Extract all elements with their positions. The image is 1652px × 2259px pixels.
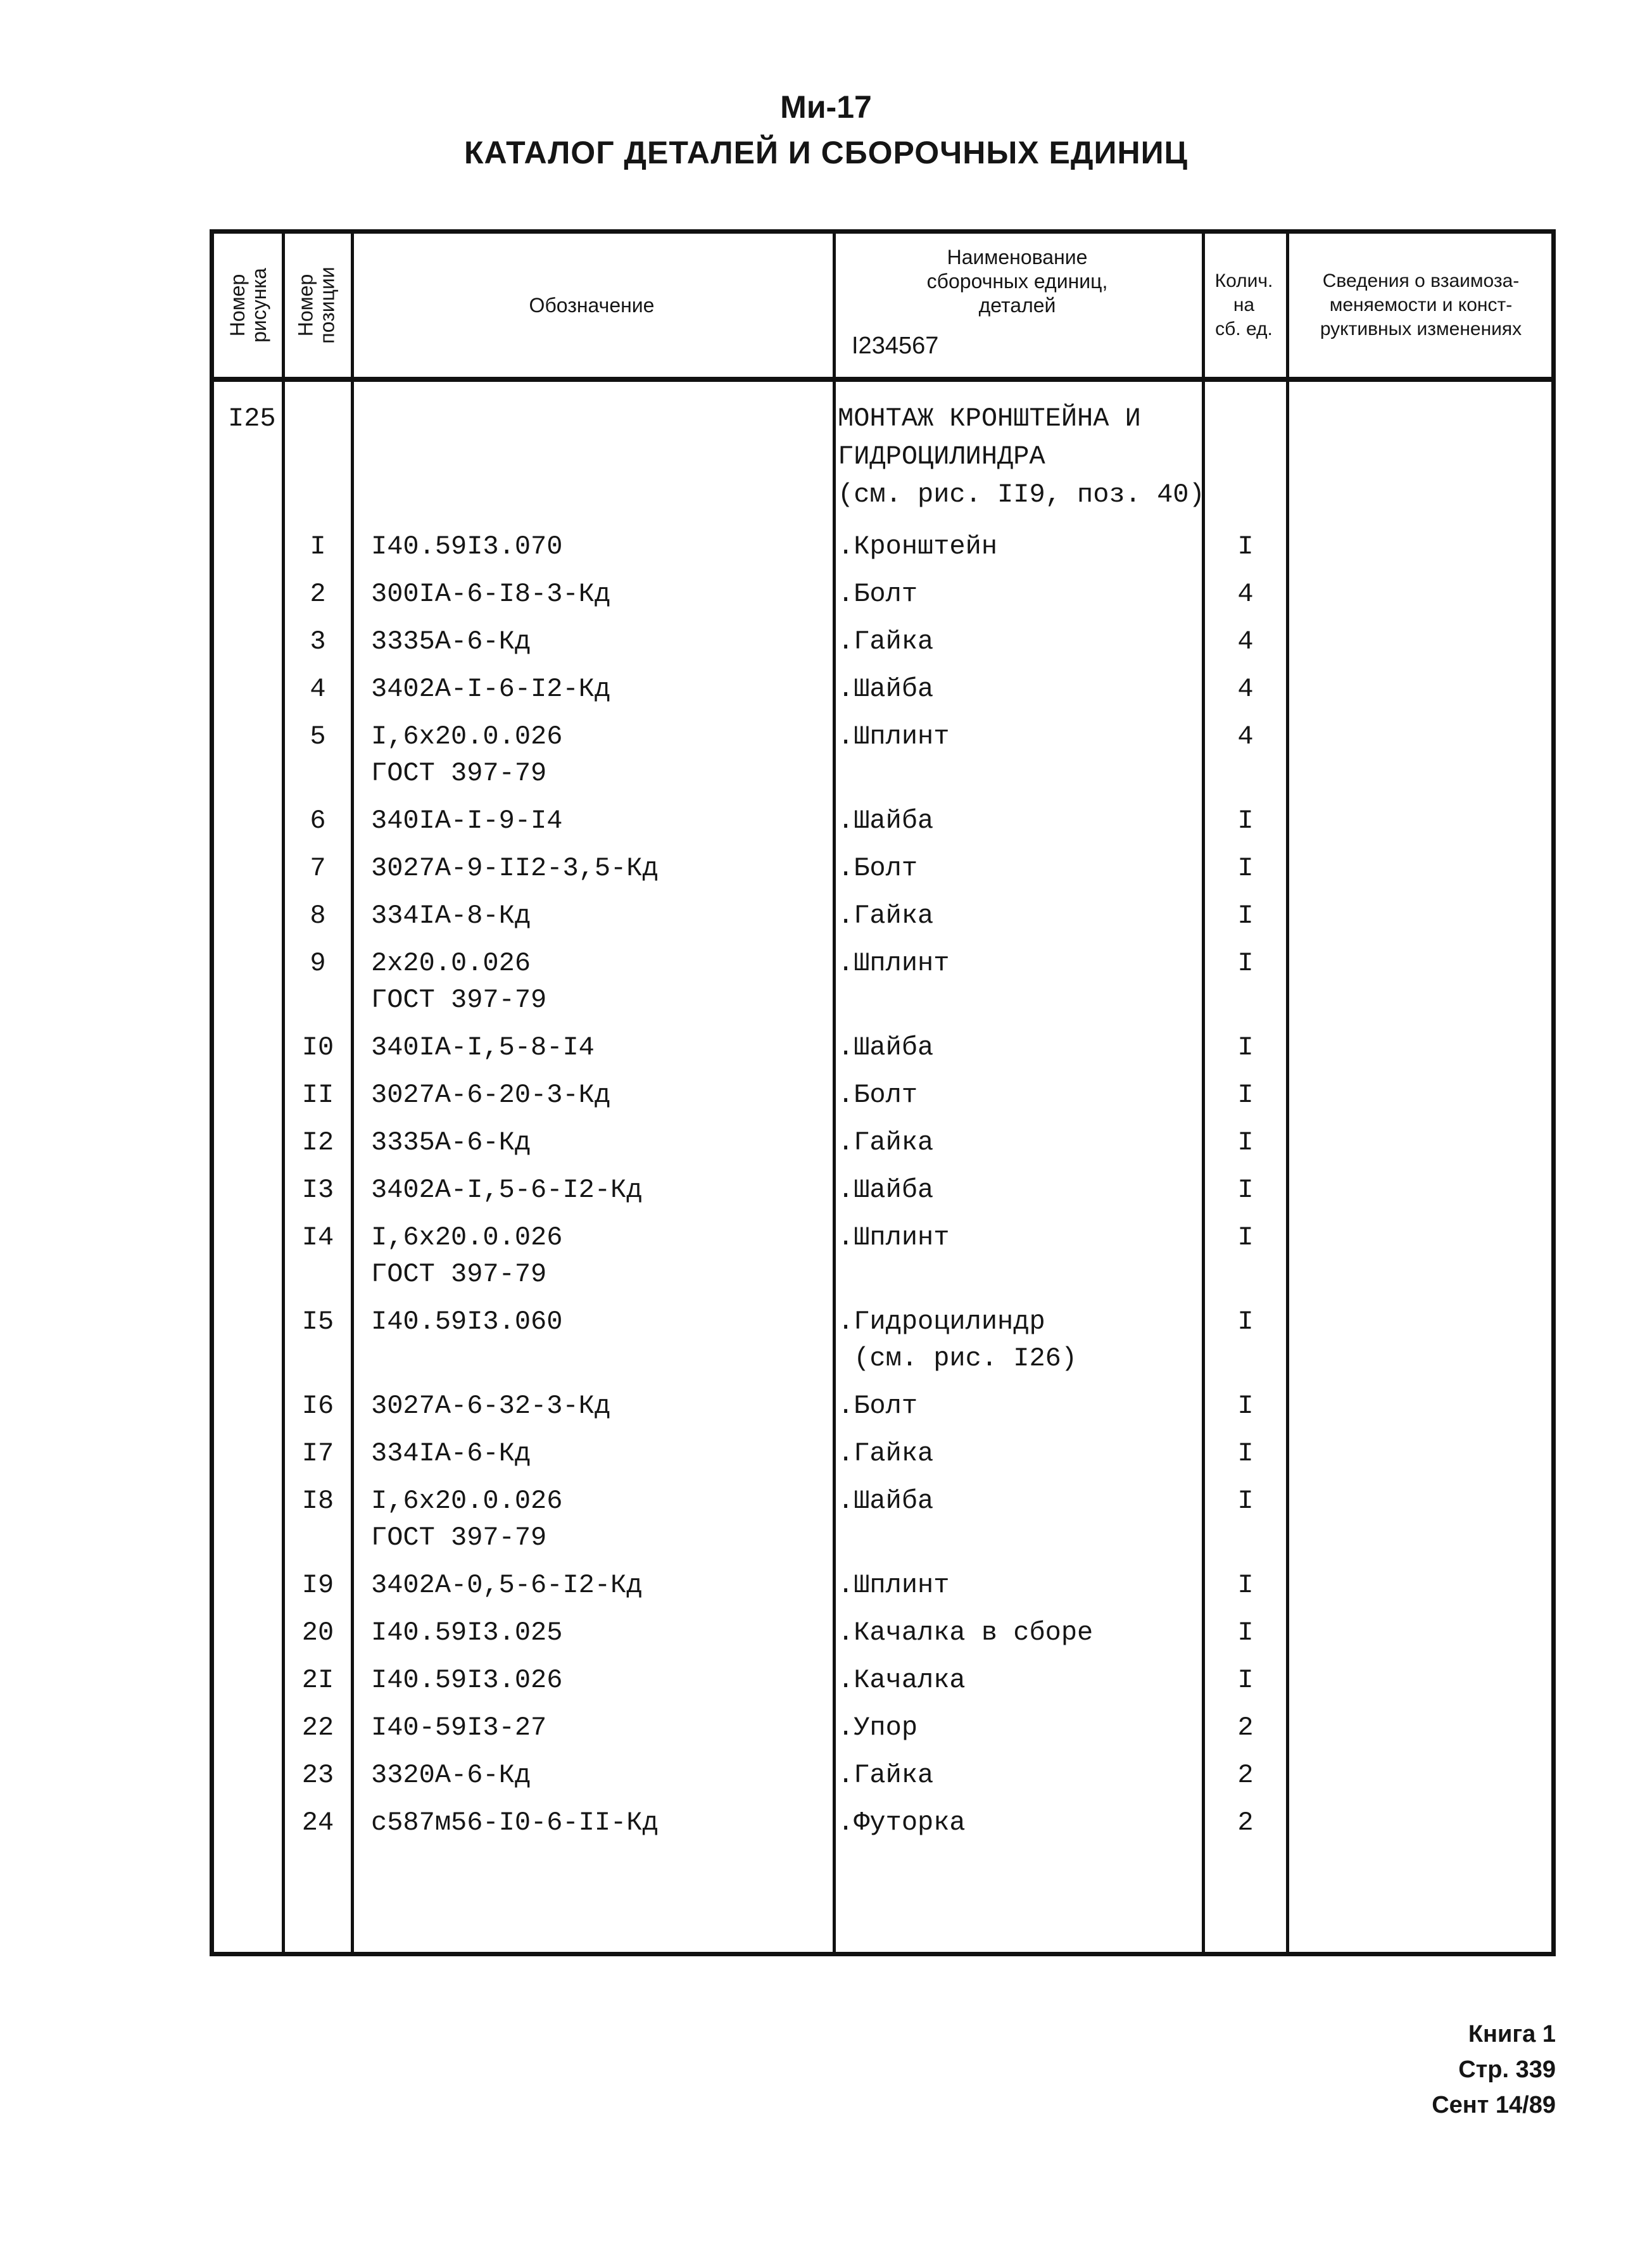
row-position: 3 xyxy=(310,626,326,657)
row-name: .Шплинт xyxy=(838,1222,950,1253)
row-designation: 3027А-6-32-3-Кд xyxy=(371,1391,611,1421)
row-name: .Гайка xyxy=(838,1438,934,1469)
catalog-subtitle: КАТАЛОГ ДЕТАЛЕЙ И СБОРОЧНЫХ ЕДИНИЦ xyxy=(463,135,1189,170)
row-name: .Болт xyxy=(838,1080,918,1110)
row-designation: 300IА-6-I8-3-Кд xyxy=(371,579,611,609)
row-designation-standard: ГОСТ 397-79 xyxy=(371,1522,547,1553)
row-designation: I40.59I3.060 xyxy=(371,1307,563,1337)
row-name: .Гайка xyxy=(838,626,934,657)
row-position: 2I xyxy=(301,1665,334,1695)
row-quantity: I xyxy=(1237,1617,1254,1648)
col-header-designation xyxy=(351,234,833,377)
footer-page: Стр. 339 xyxy=(1458,2056,1556,2083)
row-name: .Кронштейн xyxy=(838,531,998,562)
row-quantity: I xyxy=(1237,1486,1254,1516)
row-name: .Шайба xyxy=(838,1486,934,1516)
row-quantity: I xyxy=(1237,1080,1254,1110)
row-quantity: I xyxy=(1237,853,1254,883)
row-designation: I40-59I3-27 xyxy=(371,1712,547,1743)
row-position: 4 xyxy=(310,674,326,704)
row-quantity: 4 xyxy=(1237,579,1254,609)
row-name: .Футорка xyxy=(838,1807,966,1838)
row-designation: 3335А-6-Кд xyxy=(371,1127,531,1158)
row-designation: I40.59I3.025 xyxy=(371,1617,563,1648)
row-position: 24 xyxy=(301,1807,334,1838)
row-designation: 334IА-6-Кд xyxy=(371,1438,531,1469)
figure-title-line3: (см. рис. II9, поз. 40) xyxy=(838,479,1205,510)
row-quantity: 4 xyxy=(1237,674,1254,704)
header-divider xyxy=(214,377,1551,382)
row-position: I4 xyxy=(301,1222,334,1253)
row-designation-standard: ГОСТ 397-79 xyxy=(371,1259,547,1289)
row-position: 20 xyxy=(301,1617,334,1648)
row-designation: 340IА-I,5-8-I4 xyxy=(371,1032,595,1063)
row-quantity: 4 xyxy=(1237,626,1254,657)
row-quantity: I xyxy=(1237,806,1254,836)
column-divider xyxy=(351,234,354,1952)
col-header-interch-line1: Сведения о взаимоза- xyxy=(1322,270,1520,291)
col-header-designation-label: Обозначение xyxy=(529,294,655,317)
row-quantity: 2 xyxy=(1237,1760,1254,1790)
row-designation: I,6x20.0.026 xyxy=(371,721,563,752)
row-name: .Упор xyxy=(838,1712,918,1743)
row-designation: I40.59I3.070 xyxy=(371,531,563,562)
col-header-position-line1: Номер xyxy=(294,274,317,337)
row-designation: I,6x20.0.026 xyxy=(371,1222,563,1253)
row-position: 23 xyxy=(301,1760,334,1790)
col-header-name-line1: Наименование xyxy=(947,246,1088,269)
row-quantity: 2 xyxy=(1237,1807,1254,1838)
row-designation: 3027А-6-20-3-Кд xyxy=(371,1080,611,1110)
row-designation: 340IА-I-9-I4 xyxy=(371,806,563,836)
row-name: .Шайба xyxy=(838,1175,934,1205)
row-position: II xyxy=(301,1080,334,1110)
row-position: 8 xyxy=(310,901,326,931)
row-position: I2 xyxy=(301,1127,334,1158)
row-position: I8 xyxy=(301,1486,334,1516)
row-position: 9 xyxy=(310,948,326,978)
row-name: .Шплинт xyxy=(838,721,950,752)
footer-date: Сент 14/89 xyxy=(1432,2092,1556,2118)
col-header-interch-line2: меняемости и конст- xyxy=(1329,294,1513,315)
row-name: .Шайба xyxy=(838,674,934,704)
row-name: .Шплинт xyxy=(838,1570,950,1600)
row-quantity: I xyxy=(1237,1222,1254,1253)
page-footer xyxy=(1432,2016,1556,2123)
row-position: 2 xyxy=(310,579,326,609)
row-designation: I,6x20.0.026 xyxy=(371,1486,563,1516)
row-designation: 3335А-6-Кд xyxy=(371,626,531,657)
row-designation: 334IА-8-Кд xyxy=(371,901,531,931)
column-divider xyxy=(1286,234,1289,1952)
col-header-qty-line2: на xyxy=(1233,294,1255,315)
row-position: 5 xyxy=(310,721,326,752)
row-name: .Качалка xyxy=(838,1665,966,1695)
row-designation: 3027А-9-II2-3,5-Кд xyxy=(371,853,659,883)
row-quantity: I xyxy=(1237,1175,1254,1205)
figure-number: I25 xyxy=(228,403,276,434)
col-header-interchangeability xyxy=(1286,234,1556,377)
row-quantity: I xyxy=(1237,901,1254,931)
col-header-figure-line2: рисунка xyxy=(247,268,270,343)
row-position: 22 xyxy=(301,1712,334,1743)
row-name: .Шплинт xyxy=(838,948,950,978)
row-position: I0 xyxy=(301,1032,334,1063)
col-header-figure xyxy=(214,234,282,377)
row-quantity: I xyxy=(1237,1438,1254,1469)
row-position: 7 xyxy=(310,853,326,883)
col-header-qty-line1: Колич. xyxy=(1214,270,1273,291)
col-header-name-line3: деталей xyxy=(978,294,1056,317)
row-position: I9 xyxy=(301,1570,334,1600)
col-header-qty-line3: сб. ед. xyxy=(1215,319,1273,339)
row-quantity: I xyxy=(1237,1665,1254,1695)
row-quantity: I xyxy=(1237,1391,1254,1421)
row-name: .Гайка xyxy=(838,1127,934,1158)
col-header-name-line2: сборочных единиц, xyxy=(926,270,1108,293)
row-name: .Гайка xyxy=(838,1760,934,1790)
row-position: I6 xyxy=(301,1391,334,1421)
row-designation: 3320А-6-Кд xyxy=(371,1760,531,1790)
row-quantity: 2 xyxy=(1237,1712,1254,1743)
row-designation: 3402А-I,5-6-I2-Кд xyxy=(371,1175,643,1205)
row-designation: I40.59I3.026 xyxy=(371,1665,563,1695)
row-name: .Гидроцилиндр xyxy=(838,1307,1045,1337)
col-header-position-line2: позиции xyxy=(315,267,339,344)
row-designation: с587м56-I0-6-II-Кд xyxy=(371,1807,659,1838)
row-name: .Гайка xyxy=(838,901,934,931)
row-name: .Шайба xyxy=(838,806,934,836)
row-position: I xyxy=(310,531,326,562)
row-name: .Болт xyxy=(838,1391,918,1421)
row-name: .Качалка в сборе xyxy=(838,1617,1094,1648)
row-quantity: I xyxy=(1237,1032,1254,1063)
row-designation: 3402А-I-6-I2-Кд xyxy=(371,674,611,704)
row-quantity: I xyxy=(1237,948,1254,978)
row-quantity: 4 xyxy=(1237,721,1254,752)
col-header-position xyxy=(282,234,351,377)
row-quantity: I xyxy=(1237,1127,1254,1158)
figure-title-line1: МОНТАЖ КРОНШТЕЙНА И xyxy=(838,403,1141,434)
row-designation: 2x20.0.026 xyxy=(371,948,531,978)
row-quantity: I xyxy=(1237,1570,1254,1600)
row-designation-standard: ГОСТ 397-79 xyxy=(371,985,547,1015)
row-quantity: I xyxy=(1237,1307,1254,1337)
figure-title-line2: ГИДРОЦИЛИНДРА xyxy=(838,441,1045,472)
col-header-name-level: I234567 xyxy=(852,332,939,359)
col-header-name xyxy=(833,234,1202,377)
row-name-reference: (см. рис. I26) xyxy=(838,1343,1078,1374)
col-header-interch-line3: руктивных изменениях xyxy=(1320,319,1522,339)
col-header-figure-line1: Номер xyxy=(225,274,249,337)
row-position: I7 xyxy=(301,1438,334,1469)
footer-book: Книга 1 xyxy=(1468,2021,1556,2047)
row-position: I5 xyxy=(301,1307,334,1337)
row-name: .Шайба xyxy=(838,1032,934,1063)
parts-catalog-table xyxy=(210,229,1556,1956)
row-designation: 3402А-0,5-6-I2-Кд xyxy=(371,1570,643,1600)
row-position: I3 xyxy=(301,1175,334,1205)
row-position: 6 xyxy=(310,806,326,836)
row-designation-standard: ГОСТ 397-79 xyxy=(371,758,547,788)
document-title: Ми-17 xyxy=(780,89,872,125)
col-header-qty xyxy=(1202,234,1286,377)
row-quantity: I xyxy=(1237,531,1254,562)
row-name: .Болт xyxy=(838,579,918,609)
row-name: .Болт xyxy=(838,853,918,883)
